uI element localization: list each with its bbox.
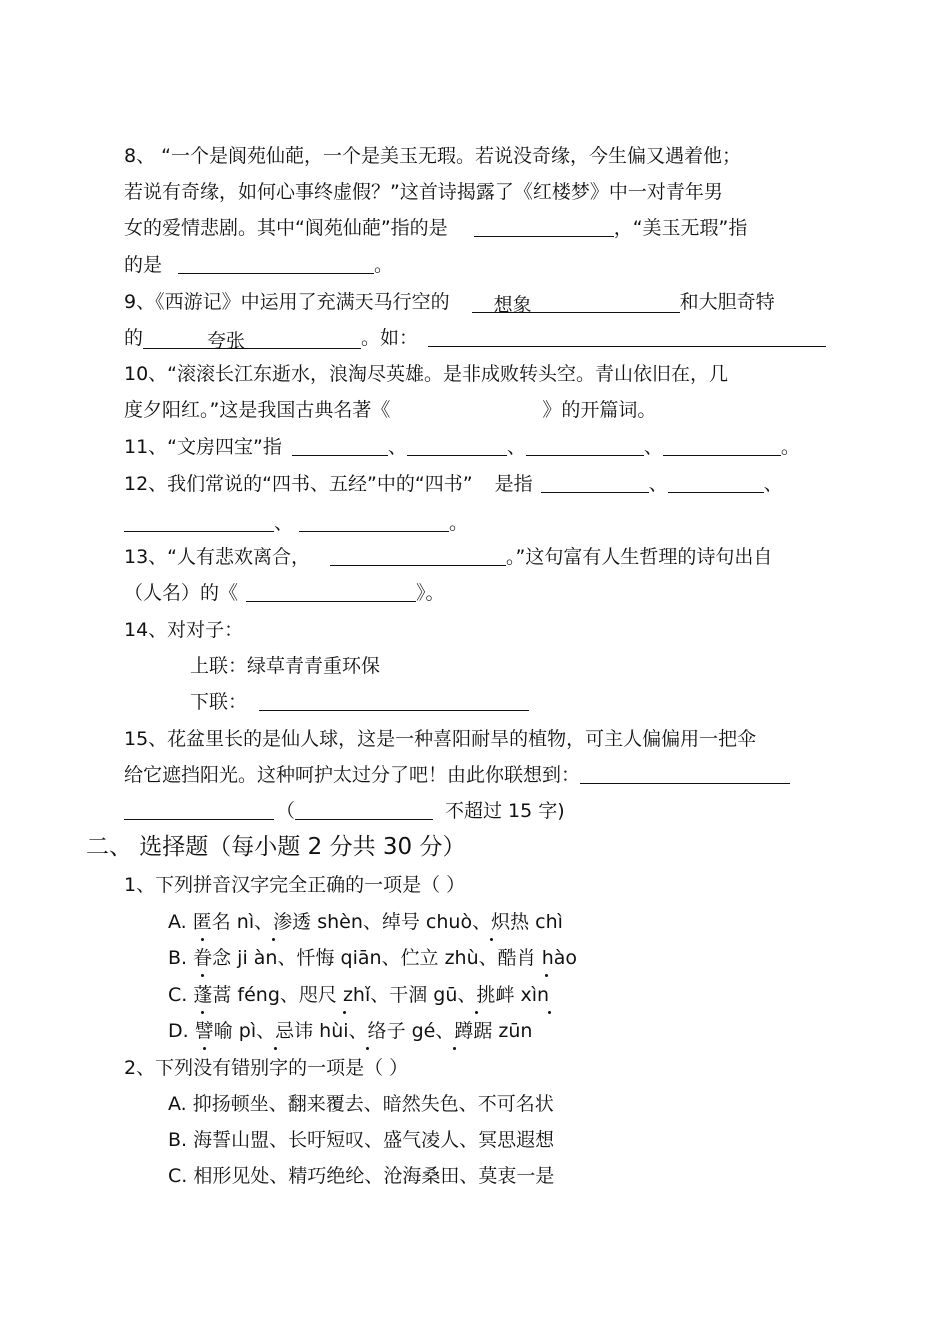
q14-text: 14、对对子： xyxy=(124,619,244,641)
q14-title xyxy=(124,617,243,643)
q15-text: （ xyxy=(276,800,296,822)
mc2-stem xyxy=(124,1055,408,1081)
q11-text: 11、“文房四宝”指 xyxy=(124,436,282,458)
q11-blank-3[interactable] xyxy=(526,435,644,456)
q8-text: 若说有奇缘，如何心事终虚假？”这首诗揭露了《红楼梦》中一对青年男 xyxy=(124,181,723,203)
separator: 、 xyxy=(643,436,663,458)
q12-line-1 xyxy=(124,471,783,497)
q9-answer-2: 夸张 xyxy=(207,330,246,352)
q12-blank-1[interactable] xyxy=(541,472,649,493)
q15-text: 15、花盆里长的是仙人球，这是一种喜阳耐旱的植物，可主人偏偏用一把伞 xyxy=(124,728,757,750)
option-letter: D. xyxy=(168,1020,189,1042)
q15-blank-1[interactable] xyxy=(580,763,790,784)
period: 。 xyxy=(449,512,469,534)
option-text: C. 相形见处、精巧绝纶、沧海桑田、莫衷一是 xyxy=(168,1165,555,1187)
q15-line-2 xyxy=(124,762,790,788)
q13-text: 。”这句富有人生哲理的诗句出自 xyxy=(506,546,773,568)
q15-blank-2[interactable] xyxy=(124,799,274,820)
q8-text: ，“美玉无瑕”指 xyxy=(613,217,748,239)
dotted-char: 蓬 xyxy=(193,984,213,1006)
q14-upper-text: 上联：绿草青青重环保 xyxy=(190,655,381,677)
q12-line-2 xyxy=(124,510,468,536)
q9-blank-3[interactable] xyxy=(428,326,826,347)
dotted-char: 、蹲 xyxy=(435,1020,474,1042)
mc1-option-a[interactable] xyxy=(168,909,563,935)
option-letter: A. xyxy=(168,911,187,933)
mc1-option-d[interactable] xyxy=(168,1018,532,1044)
option-text: 子 gé xyxy=(386,1020,436,1042)
option-text: 蒿 féng、咫 xyxy=(212,984,318,1006)
dotted-char: 、渗 xyxy=(254,911,293,933)
q13-text: 》。 xyxy=(416,582,445,604)
option-text: 名 nì xyxy=(211,911,255,933)
q10-line-2 xyxy=(124,397,656,423)
q13-line-2 xyxy=(124,580,445,606)
option-text: 透 shèn、绰 xyxy=(292,911,401,933)
q8-line-2 xyxy=(124,179,723,205)
option-text: 立 zhù xyxy=(419,947,479,969)
q14-blank[interactable] xyxy=(259,690,529,711)
q15-line-3 xyxy=(124,798,565,824)
q15-line-1 xyxy=(124,726,756,752)
q8-text: 女的爱情悲剧。其中“阆苑仙葩”指的是 xyxy=(124,217,448,239)
q9-blank-2[interactable] xyxy=(143,328,361,352)
q10-text: 10、“滚滚长江东逝水，浪淘尽英雄。是非成败转头空。青山依旧在，几 xyxy=(124,363,729,385)
dotted-char: 尺 zhǐ xyxy=(317,984,371,1006)
q9-blank-1[interactable] xyxy=(472,292,680,316)
separator: 、 xyxy=(274,512,294,534)
q12-blank-2[interactable] xyxy=(668,472,764,493)
option-text: A. 抑扬顿坐、翻来覆去、暗然失色、不可名状 xyxy=(168,1093,554,1115)
q9-line-2 xyxy=(124,325,826,351)
dotted-char: 譬 xyxy=(194,1020,214,1042)
q12-blank-3[interactable] xyxy=(124,511,274,532)
q10-text: 》的开篇词。 xyxy=(542,399,657,421)
option-text: 、干 xyxy=(370,984,409,1006)
dotted-char: 、络 xyxy=(348,1020,387,1042)
mc1-option-c[interactable] xyxy=(168,982,549,1008)
mc2-option-b[interactable] xyxy=(168,1127,554,1153)
dotted-char: 眷 xyxy=(193,947,213,969)
q12-text: 12、我们常说的“四书、五经”中的“四书” xyxy=(124,473,473,495)
option-letter: C. xyxy=(168,984,188,1006)
dotted-char: 肖 hào xyxy=(516,947,578,969)
q9-text: 。如： xyxy=(361,327,419,349)
dotted-char: 、挑 xyxy=(457,984,496,1006)
q9-line-1 xyxy=(124,289,775,315)
q8-line-4 xyxy=(124,252,393,278)
q10-line-1 xyxy=(124,361,728,387)
option-text: 喻 pì xyxy=(213,1020,257,1042)
option-text: B. 海誓山盟、长吁短叹、盛气凌人、冥思遐想 xyxy=(168,1129,555,1151)
q9-text: 和大胆奇特 xyxy=(679,291,775,313)
q9-answer-1: 想象 xyxy=(493,294,532,316)
dotted-char: 、忌 xyxy=(256,1020,295,1042)
q15-blank-3[interactable] xyxy=(295,799,433,820)
q8-text: 。 xyxy=(374,254,394,276)
option-text: 讳 hùi xyxy=(294,1020,349,1042)
mc1-option-b[interactable] xyxy=(168,945,577,971)
period: 。 xyxy=(780,436,800,458)
separator: 、 xyxy=(506,436,526,458)
q14-upper xyxy=(190,653,380,679)
dotted-char: 匿 xyxy=(192,911,212,933)
mc2-option-a[interactable] xyxy=(168,1091,554,1117)
q10-text: 度夕阳红。”这是我国古典名著《 xyxy=(124,399,391,421)
mc1-stem xyxy=(124,872,465,898)
separator: 、 xyxy=(648,473,668,495)
option-text: 悔 qiān、伫 xyxy=(315,947,420,969)
section-title-text: 二、 选择题（每小题 2 分共 30 分） xyxy=(86,834,466,860)
option-text: 涸 gū xyxy=(408,984,458,1006)
option-text: 念 ji àn、忏 xyxy=(212,947,316,969)
q8-line-3 xyxy=(124,215,747,241)
q11-blank-1[interactable] xyxy=(292,435,388,456)
q8-text: 的是 xyxy=(124,254,163,276)
dotted-char: 、炽 xyxy=(472,911,511,933)
mc2-stem-text: 2、下列没有错别字的一项是（ ） xyxy=(124,1057,409,1079)
separator: 、 xyxy=(387,436,407,458)
option-text: 衅 xìn xyxy=(495,984,550,1006)
q14-lower xyxy=(190,689,529,715)
q13-text: 13、“人有悲欢离合， xyxy=(124,546,311,568)
q8-blank-2[interactable] xyxy=(178,253,374,274)
q12-blank-4[interactable] xyxy=(299,511,449,532)
q13-line-1 xyxy=(124,544,772,570)
option-text: 、酷 xyxy=(478,947,517,969)
q8-line-1 xyxy=(124,143,741,169)
q11-blank-2[interactable] xyxy=(407,435,507,456)
option-letter: B. xyxy=(168,947,188,969)
section-title xyxy=(86,832,465,862)
q15-text: 给它遮挡阳光。这种呵护太过分了吧！由此你联想到： xyxy=(124,764,581,786)
q11-line xyxy=(124,434,800,460)
option-text: 踞 zūn xyxy=(473,1020,533,1042)
q9-text: 的 xyxy=(124,327,144,349)
q8-text: 8、 “一个是阆苑仙葩，一个是美玉无瑕。若说没奇缘，今生偏又遇着他； xyxy=(124,145,741,167)
mc2-option-c[interactable] xyxy=(168,1163,554,1189)
q15-text: 不超过 15 字) xyxy=(445,800,565,822)
option-text: 热 chì xyxy=(510,911,563,933)
mc1-stem-text: 1、下列拼音汉字完全正确的一项是（ ） xyxy=(124,874,466,896)
q9-text: 9、《西游记》中运用了充满天马行空的 xyxy=(124,291,450,313)
q12-text: 是指 xyxy=(494,473,533,495)
q14-lower-label: 下联： xyxy=(190,691,248,713)
option-text: 号 chuò xyxy=(400,911,473,933)
separator: 、 xyxy=(763,473,783,495)
q13-text: （人名）的《 xyxy=(124,582,239,604)
q11-blank-4[interactable] xyxy=(663,435,781,456)
q13-blank-2[interactable] xyxy=(246,581,416,602)
q13-blank-1[interactable] xyxy=(330,545,506,566)
q8-blank-1[interactable] xyxy=(474,216,614,237)
